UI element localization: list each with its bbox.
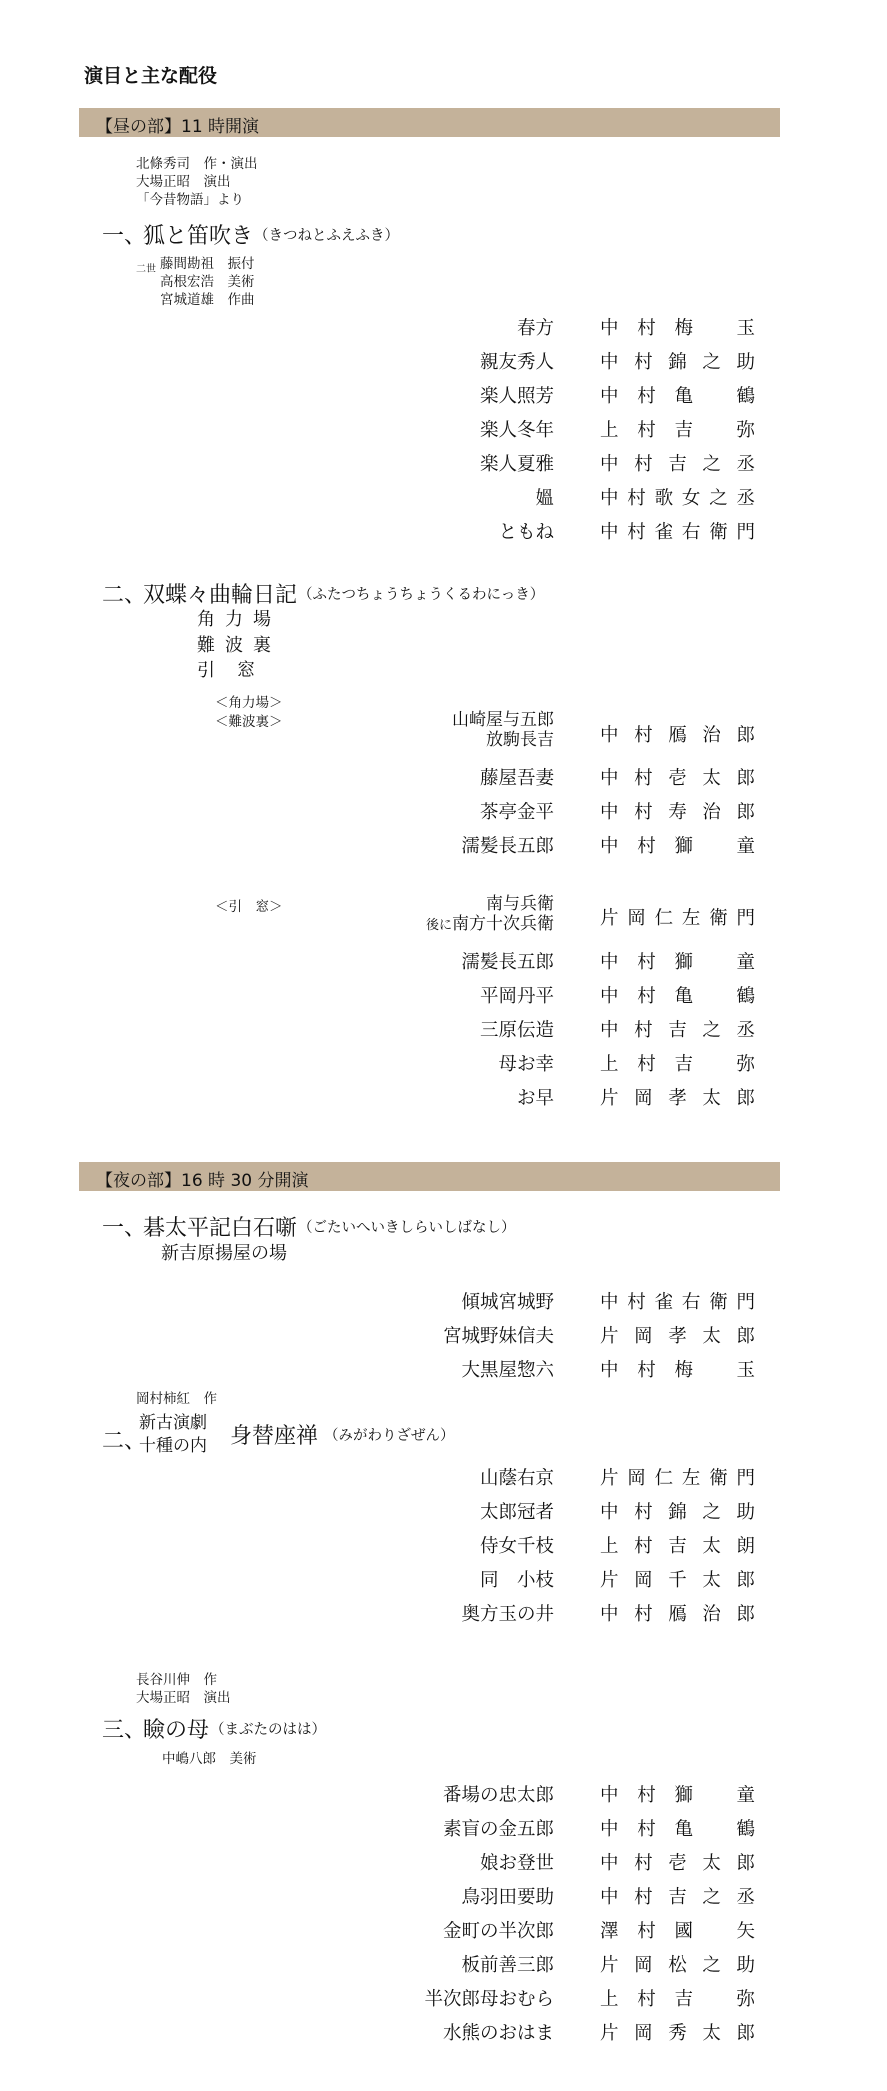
cast-actor: 中 村 鴈 治 郎 <box>600 1604 755 1625</box>
series-label: 十種の内 <box>139 1436 207 1456</box>
cast-actor: 中 村 雀 右 衛 門 <box>600 522 755 543</box>
cast-actor: 中 村 吉 之 丞 <box>600 454 755 475</box>
cast-actor: 中 村 梅 玉 <box>600 1360 755 1381</box>
cast-role: 濡髪長五郎 <box>461 952 554 973</box>
staff-prefix: 二世 <box>136 264 156 275</box>
cast-role: 宮城野妹信夫 <box>442 1326 554 1347</box>
credit-line: 大場正昭 演出 <box>136 174 231 190</box>
credit-line: 「今昔物語」より <box>136 192 244 208</box>
cast-actor: 中 村 獅 童 <box>600 836 755 857</box>
cast-actor: 上 村 吉 弥 <box>600 1054 755 1075</box>
evening-header-band <box>79 1162 780 1191</box>
cast-actor: 中 村 鴈 治 郎 <box>600 725 755 746</box>
series-label: 新古演劇 <box>139 1413 207 1433</box>
staff-line: 中嶋八郎 美術 <box>162 1751 257 1767</box>
cast-role: 金町の半次郎 <box>442 1921 554 1942</box>
act-label: ＜角力場＞ <box>215 695 283 711</box>
cast-actor: 片 岡 仁 左 衛 門 <box>600 1468 755 1489</box>
cast-actor: 中 村 錦 之 助 <box>600 352 755 373</box>
page-title: 演目と主な配役 <box>84 65 218 87</box>
cast-role: 山蔭右京 <box>479 1468 554 1489</box>
play-number: 二、 <box>102 583 147 608</box>
cast-actor: 中 村 錦 之 助 <box>600 1502 755 1523</box>
cast-actor: 中 村 獅 童 <box>600 952 755 973</box>
scene-name: 引 窓 <box>197 660 257 681</box>
cast-role: 傾城宮城野 <box>461 1292 554 1313</box>
cast-actor: 片 岡 秀 太 郎 <box>600 2023 755 2044</box>
cast-actor: 中 村 寿 治 郎 <box>600 802 755 823</box>
staff-line: 高根宏浩 美術 <box>160 274 255 290</box>
cast-actor: 中 村 雀 右 衛 門 <box>600 1292 755 1313</box>
play-title: 碁太平記白石噺 <box>143 1216 298 1241</box>
cast-role: 親友秀人 <box>479 352 554 373</box>
credit-line: 長谷川伸 作 <box>136 1672 217 1688</box>
play-reading: （みがわりざぜん） <box>324 1428 455 1444</box>
staff-line: 藤間勘祖 振付 <box>160 256 255 272</box>
play-reading: （まぶたのはは） <box>210 1722 326 1738</box>
play-title: 瞼の母 <box>143 1718 210 1743</box>
cast-actor: 片 岡 千 太 郎 <box>600 1570 755 1591</box>
cast-actor: 中 村 吉 之 丞 <box>600 1887 755 1908</box>
cast-actor: 片 岡 松 之 助 <box>600 1955 755 1976</box>
cast-role: 藤屋吾妻 <box>479 768 554 789</box>
cast-role: 板前善三郎 <box>461 1955 554 1976</box>
cast-role: 太郎冠者 <box>479 1502 554 1523</box>
credit-line: 北條秀司 作・演出 <box>136 156 258 172</box>
cast-role: 春方 <box>516 318 554 339</box>
cast-actor: 片 岡 孝 太 郎 <box>600 1088 755 1109</box>
cast-role-secondary <box>426 914 554 936</box>
cast-role: 番場の忠太郎 <box>442 1785 554 1806</box>
matinee-header-band <box>79 108 780 137</box>
cast-actor: 上 村 吉 太 朗 <box>600 1536 755 1557</box>
cast-actor: 中 村 吉 之 丞 <box>600 1020 755 1041</box>
cast-role: 南与兵衛 <box>486 894 554 914</box>
role-later-name: 南方十次兵衛 <box>452 914 554 934</box>
cast-actor: 中 村 歌 女 之 丞 <box>600 488 755 509</box>
cast-role: 侍女千枝 <box>479 1536 554 1557</box>
cast-actor: 上 村 吉 弥 <box>600 420 755 441</box>
play-number: 一、 <box>102 224 147 249</box>
staff-line: 宮城道雄 作曲 <box>160 292 255 308</box>
act-label: ＜引 窓＞ <box>215 899 283 915</box>
cast-actor: 中 村 亀 鶴 <box>600 386 755 407</box>
cast-role: 娘お登世 <box>479 1853 554 1874</box>
scene-name: 角力場 <box>197 609 281 630</box>
cast-role: 茶亭金平 <box>479 802 554 823</box>
cast-actor: 中 村 梅 玉 <box>600 318 755 339</box>
cast-actor: 中 村 壱 太 郎 <box>600 768 755 789</box>
role-prefix: 後に <box>425 918 452 933</box>
cast-role: 濡髪長五郎 <box>461 836 554 857</box>
cast-actor: 片 岡 孝 太 郎 <box>600 1326 755 1347</box>
cast-actor: 片 岡 仁 左 衛 門 <box>600 908 755 929</box>
scene-name: 新吉原揚屋の場 <box>161 1243 287 1264</box>
cast-role: 水熊のおはま <box>442 2023 554 2044</box>
cast-role: 大黒屋惣六 <box>461 1360 554 1381</box>
cast-actor: 中 村 壱 太 郎 <box>600 1853 755 1874</box>
cast-role: 母お幸 <box>498 1054 554 1075</box>
cast-actor: 澤 村 國 矢 <box>600 1921 755 1942</box>
cast-role: 同 小枝 <box>479 1570 554 1591</box>
cast-actor: 中 村 亀 鶴 <box>600 986 755 1007</box>
cast-role: 三原伝造 <box>479 1020 554 1041</box>
play-title: 身替座禅 <box>230 1424 319 1449</box>
play-number: 三、 <box>102 1718 147 1743</box>
play-title: 双蝶々曲輪日記 <box>143 583 298 608</box>
matinee-header: 【昼の部】11 時開演 <box>96 117 260 137</box>
cast-role: 平岡丹平 <box>479 986 554 1007</box>
evening-header: 【夜の部】16 時 30 分開演 <box>96 1171 309 1191</box>
cast-role: 素盲の金五郎 <box>442 1819 554 1840</box>
cast-actor: 中 村 亀 鶴 <box>600 1819 755 1840</box>
scene-name: 難波裏 <box>197 635 281 656</box>
credit-line: 岡村柿紅 作 <box>136 1391 217 1407</box>
play-reading: （きつねとふえふき） <box>254 228 399 244</box>
cast-role: 楽人夏雅 <box>479 454 554 475</box>
cast-role: 半次郎母おむら <box>424 1989 554 2010</box>
play-title: 狐と笛吹き <box>143 224 254 249</box>
play-reading: （ごたいへいきしらいしばなし） <box>298 1220 516 1236</box>
cast-actor: 中 村 獅 童 <box>600 1785 755 1806</box>
cast-actor: 上 村 吉 弥 <box>600 1989 755 2010</box>
cast-role: 媼 <box>535 488 554 509</box>
cast-role: 楽人照芳 <box>479 386 554 407</box>
cast-role: 奥方玉の井 <box>461 1604 554 1625</box>
play-reading: （ふたつちょうちょうくるわにっき） <box>298 587 545 603</box>
cast-role: ともね <box>498 522 554 543</box>
play-number: 二、 <box>102 1429 147 1454</box>
cast-role: 鳥羽田要助 <box>461 1887 554 1908</box>
play-number: 一、 <box>102 1216 147 1241</box>
credit-line: 大場正昭 演出 <box>136 1690 231 1706</box>
cast-role-secondary: 放駒長吉 <box>486 730 554 750</box>
cast-role: 楽人冬年 <box>479 420 554 441</box>
cast-role: 山崎屋与五郎 <box>452 710 554 730</box>
act-label: ＜難波裏＞ <box>215 714 283 730</box>
cast-role: お早 <box>516 1088 554 1109</box>
